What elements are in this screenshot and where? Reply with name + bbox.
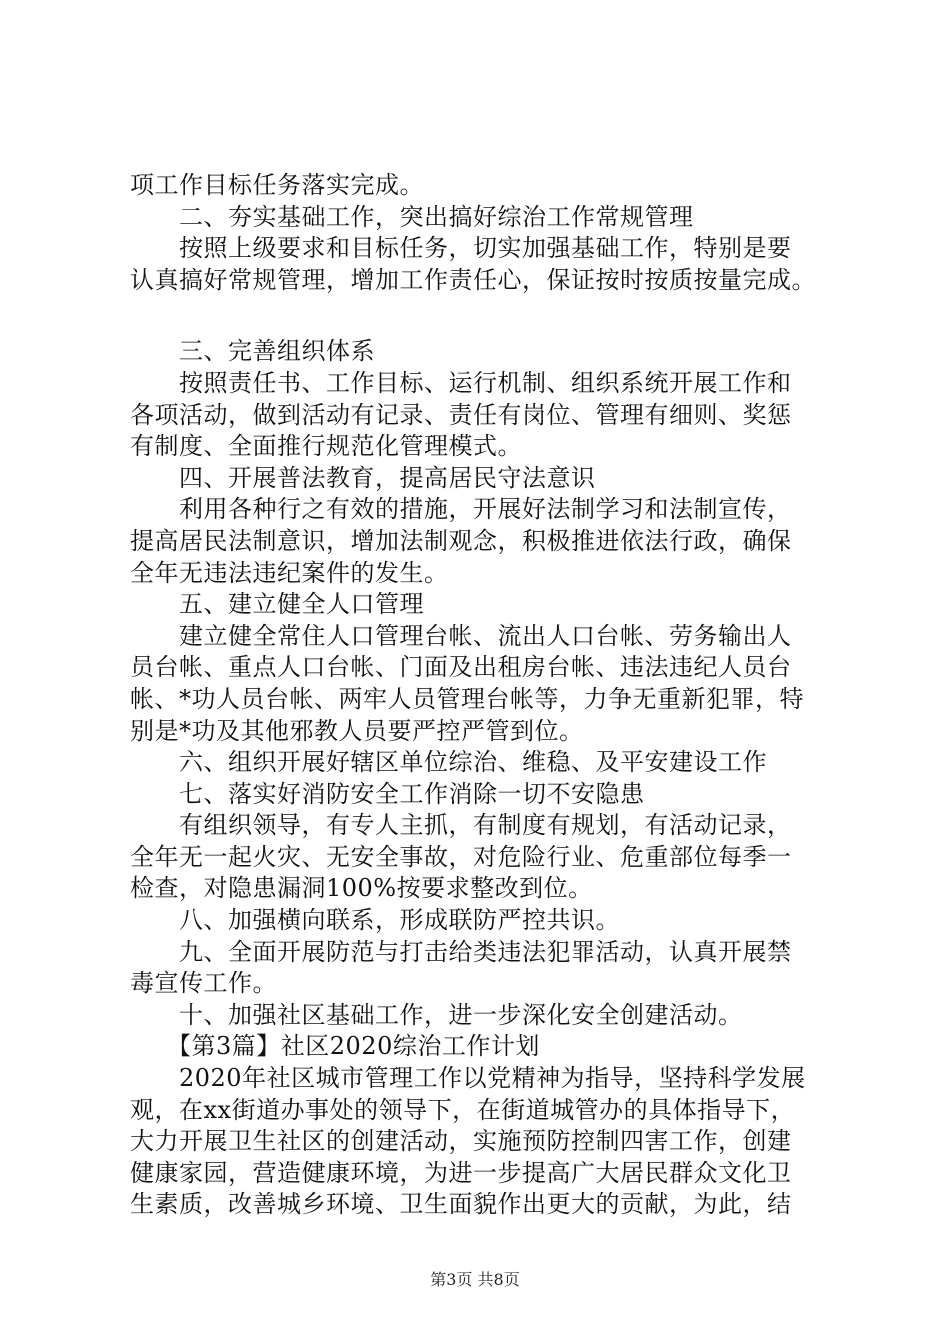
text-line: 二、夯实基础工作，突出搞好综治工作常规管理 xyxy=(130,202,694,231)
text-line: 七、落实好消防安全工作消除一切不安隐患 xyxy=(130,779,645,808)
text-line: 生素质，改善城乡环境、卫生面貌作出更大的贡献，为此，结 xyxy=(130,1190,792,1219)
text-line: 健康家园，营造健康环境，为进一步提高广大居民群众文化卫 xyxy=(130,1158,792,1187)
text-line: 提高居民法制意识，增加法制观念，积极推进依法行政，确保 xyxy=(130,526,792,555)
text-line: 六、组织开展好辖区单位综治、维稳、及平安建设工作 xyxy=(130,748,767,777)
text-line xyxy=(130,296,850,336)
text-line: 大力开展卫生社区的创建活动，实施预防控制四害工作，创建 xyxy=(130,1127,792,1156)
text-line: 利用各种行之有效的措施，开展好法制学习和法制宣传， xyxy=(130,495,792,524)
text-line: 2020年社区城市管理工作以党精神为指导，坚持科学发展 xyxy=(130,1064,806,1093)
text-line: 员台帐、重点人口台帐、门面及出租房台帐、违法违纪人员台 xyxy=(130,653,792,682)
text-line: 四、开展普法教育，提高居民守法意识 xyxy=(130,463,596,492)
text-line: 别是*功及其他邪教人员要严控严管到位。 xyxy=(130,716,584,745)
text-line: 八、加强横向联系，形成联防严控共识。 xyxy=(130,906,620,935)
text-line: 十、加强社区基础工作，进一步深化安全创建活动。 xyxy=(130,1000,743,1029)
text-line: 【第3篇】社区2020综治工作计划 xyxy=(130,1032,540,1061)
text-line: 认真搞好常规管理，增加工作责任心，保证按时按质按量完成。 xyxy=(130,265,816,294)
text-line: 项工作目标任务落实完成。 xyxy=(130,171,424,199)
text-line: 建立健全常住人口管理台帐、流出人口台帐、劳务输出人 xyxy=(130,621,792,650)
text-line: 按照责任书、工作目标、运行机制、组织系统开展工作和 xyxy=(130,368,792,397)
text-line: 全年无违法违纪案件的发生。 xyxy=(130,558,449,587)
text-line: 有制度、全面推行规范化管理模式。 xyxy=(130,432,522,461)
body-text xyxy=(130,170,850,1221)
text-line: 帐、*功人员台帐、两牢人员管理台帐等，力争无重新犯罪，特 xyxy=(130,684,804,713)
text-line: 五、建立健全人口管理 xyxy=(130,590,424,619)
text-line: 全年无一起火灾、无安全事故，对危险行业、危重部位每季一 xyxy=(130,842,792,871)
text-line: 有组织领导，有专人主抓，有制度有规划，有活动记录， xyxy=(130,811,792,840)
text-line: 三、完善组织体系 xyxy=(130,337,375,366)
text-line: 各项活动，做到活动有记录、责任有岗位、管理有细则、奖惩 xyxy=(130,400,792,429)
text-line: 按照上级要求和目标任务，切实加强基础工作，特别是要 xyxy=(130,234,792,263)
text-line: 九、全面开展防范与打击给类违法犯罪活动，认真开展禁 xyxy=(130,937,792,966)
text-line: 检查，对隐患漏洞100%按要求整改到位。 xyxy=(130,874,593,903)
page-footer: 第3页 共8页 xyxy=(430,1270,520,1289)
text-line: 毒宣传工作。 xyxy=(130,969,277,998)
text-line: 观，在xx街道办事处的领导下，在街道城管办的具体指导下， xyxy=(130,1095,796,1124)
